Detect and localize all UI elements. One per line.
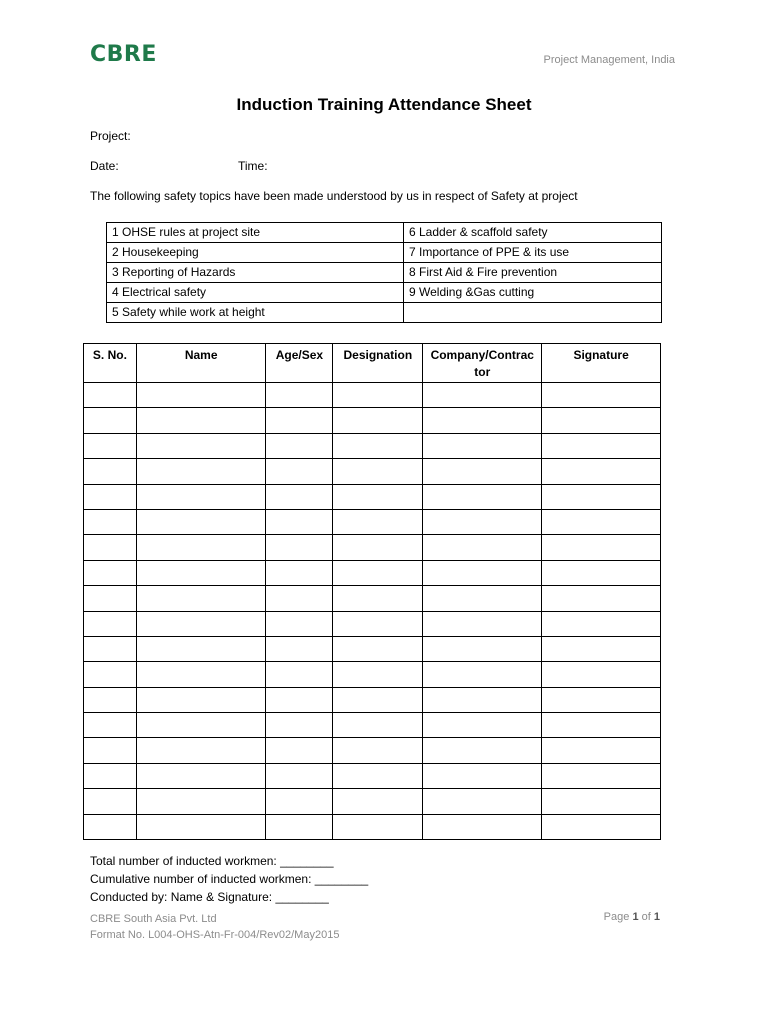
table-row <box>107 263 662 283</box>
col-header-designation: Designation <box>333 344 423 383</box>
attendance-cell[interactable] <box>266 611 333 636</box>
attendance-cell[interactable] <box>136 636 266 661</box>
attendance-cell[interactable] <box>423 611 542 636</box>
attendance-cell[interactable] <box>542 687 661 712</box>
attendance-cell[interactable] <box>333 738 423 763</box>
attendance-cell[interactable] <box>266 560 333 585</box>
attendance-cell[interactable] <box>423 484 542 509</box>
topic-cell: 1 OHSE rules at project site <box>107 223 404 243</box>
topic-cell <box>404 303 662 323</box>
attendance-cell[interactable] <box>333 586 423 611</box>
table-row <box>107 283 662 303</box>
attendance-cell[interactable] <box>333 408 423 433</box>
attendance-cell[interactable] <box>423 738 542 763</box>
conducted-by-line: Conducted by: Name & Signature: ________ <box>90 890 329 904</box>
attendance-cell[interactable] <box>266 763 333 788</box>
attendance-cell[interactable] <box>266 814 333 839</box>
table-row <box>84 611 661 636</box>
attendance-cell[interactable] <box>266 383 333 408</box>
attendance-cell[interactable] <box>423 383 542 408</box>
attendance-cell[interactable] <box>423 636 542 661</box>
header-department: Project Management, India <box>543 54 675 66</box>
attendance-cell[interactable] <box>423 560 542 585</box>
attendance-cell[interactable] <box>542 789 661 814</box>
attendance-cell[interactable] <box>84 484 137 509</box>
attendance-cell[interactable] <box>423 509 542 534</box>
attendance-cell[interactable] <box>542 586 661 611</box>
attendance-cell[interactable] <box>84 509 137 534</box>
attendance-cell[interactable] <box>542 814 661 839</box>
attendance-cell[interactable] <box>84 713 137 738</box>
project-label: Project: <box>90 129 131 143</box>
topic-cell: 6 Ladder & scaffold safety <box>404 223 662 243</box>
attendance-cell[interactable] <box>542 763 661 788</box>
footer-company: CBRE South Asia Pvt. Ltd <box>90 913 217 925</box>
attendance-cell[interactable] <box>542 636 661 661</box>
attendance-cell[interactable] <box>542 383 661 408</box>
attendance-cell[interactable] <box>136 763 266 788</box>
attendance-cell[interactable] <box>542 509 661 534</box>
col-header-age-sex: Age/Sex <box>266 344 333 383</box>
page-title: Induction Training Attendance Sheet <box>236 95 532 114</box>
attendance-cell[interactable] <box>266 789 333 814</box>
attendance-cell[interactable] <box>333 383 423 408</box>
col-header-company: Company/Contrac tor <box>423 344 542 383</box>
attendance-cell[interactable] <box>84 662 137 687</box>
attendance-cell[interactable] <box>333 433 423 458</box>
attendance-cell[interactable] <box>84 586 137 611</box>
attendance-cell[interactable] <box>333 611 423 636</box>
attendance-cell[interactable] <box>136 738 266 763</box>
page-word: Page <box>603 911 630 923</box>
attendance-cell[interactable] <box>423 662 542 687</box>
table-row <box>84 408 661 433</box>
total-workmen-line: Total number of inducted workmen: ________ <box>90 854 334 868</box>
attendance-cell[interactable] <box>333 560 423 585</box>
attendance-cell[interactable] <box>266 636 333 661</box>
attendance-cell[interactable] <box>333 763 423 788</box>
table-row <box>84 586 661 611</box>
attendance-cell[interactable] <box>542 535 661 560</box>
attendance-cell[interactable] <box>423 763 542 788</box>
attendance-cell[interactable] <box>266 687 333 712</box>
attendance-cell[interactable] <box>84 459 137 484</box>
table-row <box>84 738 661 763</box>
attendance-cell[interactable] <box>136 611 266 636</box>
col-header-name: Name <box>136 344 266 383</box>
topic-cell: 7 Importance of PPE & its use <box>404 243 662 263</box>
attendance-cell[interactable] <box>333 814 423 839</box>
page-number <box>604 911 660 923</box>
attendance-cell[interactable] <box>542 433 661 458</box>
attendance-cell[interactable] <box>542 408 661 433</box>
table-row <box>84 383 661 408</box>
attendance-cell[interactable] <box>84 611 137 636</box>
table-row <box>107 243 662 263</box>
attendance-cell[interactable] <box>266 586 333 611</box>
attendance-cell[interactable] <box>136 687 266 712</box>
attendance-cell[interactable] <box>136 383 266 408</box>
footer-format-no: Format No. L004-OHS-Atn-Fr-004/Rev02/May2015 <box>90 929 340 941</box>
attendance-cell[interactable] <box>84 535 137 560</box>
attendance-cell[interactable] <box>423 459 542 484</box>
attendance-cell[interactable] <box>333 509 423 534</box>
attendance-cell[interactable] <box>136 713 266 738</box>
attendance-cell[interactable] <box>542 713 661 738</box>
table-row <box>84 662 661 687</box>
table-row <box>84 636 661 661</box>
topic-cell: 4 Electrical safety <box>107 283 404 303</box>
attendance-cell[interactable] <box>266 738 333 763</box>
table-row <box>84 814 661 839</box>
attendance-cell[interactable] <box>84 433 137 458</box>
attendance-cell[interactable] <box>136 433 266 458</box>
table-row <box>84 433 661 458</box>
col-header-sno: S. No. <box>84 344 137 383</box>
attendance-table <box>83 343 661 840</box>
topic-cell: 5 Safety while work at height <box>107 303 404 323</box>
attendance-cell[interactable] <box>333 713 423 738</box>
attendance-cell[interactable] <box>266 459 333 484</box>
table-row <box>84 763 661 788</box>
attendance-cell[interactable] <box>136 484 266 509</box>
attendance-body <box>84 383 661 840</box>
attendance-cell[interactable] <box>84 763 137 788</box>
attendance-cell[interactable] <box>423 408 542 433</box>
attendance-cell[interactable] <box>266 484 333 509</box>
attendance-cell[interactable] <box>542 611 661 636</box>
table-row <box>84 484 661 509</box>
attendance-cell[interactable] <box>266 535 333 560</box>
topic-cell: 8 First Aid & Fire prevention <box>404 263 662 283</box>
attendance-cell[interactable] <box>333 789 423 814</box>
page-current: 1 <box>632 911 639 923</box>
attendance-cell[interactable] <box>423 687 542 712</box>
table-row <box>107 223 662 243</box>
attendance-cell[interactable] <box>84 560 137 585</box>
attendance-cell[interactable] <box>136 560 266 585</box>
attendance-cell[interactable] <box>136 509 266 534</box>
attendance-cell[interactable] <box>84 636 137 661</box>
intro-text: The following safety topics have been made understood by us in respect of Safety at project <box>90 189 578 203</box>
attendance-cell[interactable] <box>84 383 137 408</box>
attendance-cell[interactable] <box>84 814 137 839</box>
attendance-cell[interactable] <box>423 535 542 560</box>
attendance-cell[interactable] <box>423 586 542 611</box>
attendance-cell[interactable] <box>333 636 423 661</box>
attendance-cell[interactable] <box>266 662 333 687</box>
topic-cell: 3 Reporting of Hazards <box>107 263 404 283</box>
attendance-cell[interactable] <box>542 459 661 484</box>
topic-cell: 2 Housekeeping <box>107 243 404 263</box>
attendance-cell[interactable] <box>136 459 266 484</box>
attendance-cell[interactable] <box>136 535 266 560</box>
attendance-cell[interactable] <box>333 459 423 484</box>
attendance-cell[interactable] <box>333 662 423 687</box>
table-row <box>84 535 661 560</box>
attendance-cell[interactable] <box>423 433 542 458</box>
col-header-signature: Signature <box>542 344 661 383</box>
attendance-cell[interactable] <box>136 408 266 433</box>
attendance-cell[interactable] <box>542 484 661 509</box>
attendance-cell[interactable] <box>542 738 661 763</box>
table-row <box>84 509 661 534</box>
attendance-cell[interactable] <box>266 713 333 738</box>
attendance-cell[interactable] <box>84 738 137 763</box>
safety-topics-table <box>106 222 662 323</box>
attendance-cell[interactable] <box>84 408 137 433</box>
attendance-cell[interactable] <box>266 433 333 458</box>
table-row <box>84 789 661 814</box>
topic-cell: 9 Welding &Gas cutting <box>404 283 662 303</box>
attendance-cell[interactable] <box>266 408 333 433</box>
table-row <box>84 560 661 585</box>
page-total: 1 <box>653 911 660 923</box>
date-label: Date: <box>90 159 119 173</box>
attendance-cell[interactable] <box>84 789 137 814</box>
table-row <box>84 713 661 738</box>
attendance-cell[interactable] <box>423 713 542 738</box>
page-of: of <box>641 911 651 923</box>
attendance-cell[interactable] <box>136 662 266 687</box>
time-label: Time: <box>238 159 268 173</box>
attendance-cell[interactable] <box>136 789 266 814</box>
attendance-cell[interactable] <box>266 509 333 534</box>
cumulative-workmen-line: Cumulative number of inducted workmen: ________ <box>90 872 369 886</box>
cbre-logo: CBRE <box>90 42 157 67</box>
attendance-cell[interactable] <box>84 687 137 712</box>
attendance-cell[interactable] <box>542 662 661 687</box>
attendance-header-row <box>84 344 661 383</box>
footer-left <box>90 911 339 943</box>
attendance-cell[interactable] <box>333 484 423 509</box>
attendance-cell[interactable] <box>542 560 661 585</box>
attendance-cell[interactable] <box>136 586 266 611</box>
attendance-cell[interactable] <box>423 814 542 839</box>
table-row <box>107 303 662 323</box>
attendance-cell[interactable] <box>423 789 542 814</box>
attendance-cell[interactable] <box>136 814 266 839</box>
attendance-cell[interactable] <box>333 535 423 560</box>
attendance-cell[interactable] <box>333 687 423 712</box>
table-row <box>84 459 661 484</box>
table-row <box>84 687 661 712</box>
